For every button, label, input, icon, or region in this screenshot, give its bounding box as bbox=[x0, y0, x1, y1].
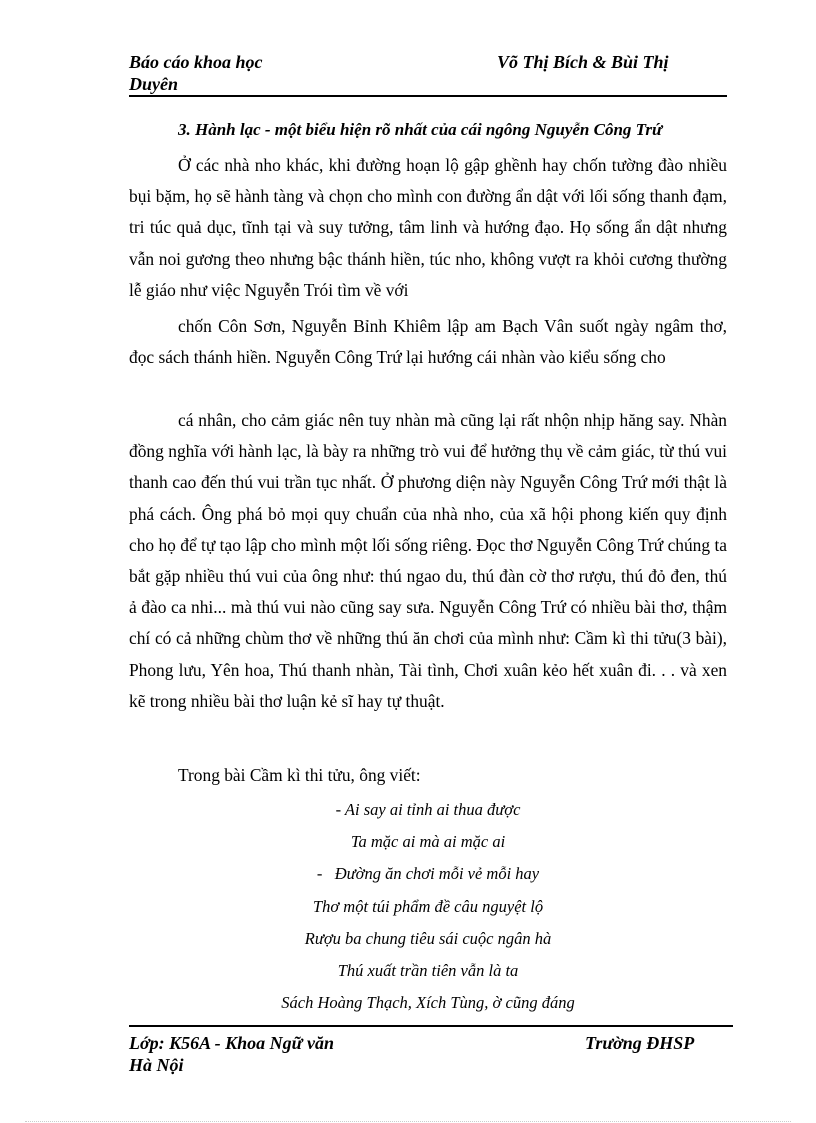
paragraph-3: cá nhân, cho cảm giác nên tuy nhàn mà cũng lại rất nhộn nhịp hăng say. Nhàn đồng nghĩa với hành lạc, là bày ra những trò vui để hưởng thụ về cảm giác, từ thú vui thanh cao đến thú vui trần tục nhất. Ở phương diện này Nguyễn Công Trứ mới thật là phá cách. Ông phá bỏ mọi quy chuẩn của nhà nho, của xã hội phong kiến quy định cho họ để tự tạo lập cho mình một lối sống riêng. Đọc thơ Nguyễn Công Trứ chúng ta bắt gặp nhiều thú vui của ông như: thú ngao du, thú đàn cờ thơ rượu, thú đỏ đen, thú ả đào ca nhi... mà thú vui nào cũng say sưa. Nguyễn Công Trứ có nhiều bài thơ, thậm chí có cả những chùm thơ về những thú ăn chơi của mình như: Cầm kì thi tửu(3 bài), Phong lưu, Yên hoa, Thú thanh nhàn, Tài tình, Chơi xuân kẻo hết xuân đi. . . và xen kẽ trong nhiều bài thơ luận kẻ sĩ hay tự thuật. bbox=[129, 410, 727, 711]
poem-line: Rượu ba chung tiêu sái cuộc ngân hà bbox=[304, 928, 552, 948]
header-rule bbox=[129, 95, 727, 97]
header-right: Võ Thị Bích & Bùi Thị bbox=[497, 52, 669, 72]
footer-left: Lớp: K56A - Khoa Ngữ văn Hà Nội bbox=[129, 1033, 334, 1075]
paragraph-4: Trong bài Cầm kì thi tửu, ông viết: bbox=[178, 765, 421, 785]
header-left-text: Báo cáo khoa học Duyên bbox=[129, 52, 263, 94]
section-heading: 3. Hành lạc - một biểu hiện rõ nhất của cái ngông Nguyễn Công Trứ bbox=[178, 120, 663, 139]
poem-line: Ta mặc ai mà ai mặc ai bbox=[350, 832, 506, 852]
poem-line: Sách Hoàng Thạch, Xích Tùng, ờ cũng đáng bbox=[281, 993, 575, 1013]
page-break-line bbox=[25, 1121, 791, 1122]
header-left bbox=[129, 51, 389, 95]
poem-line: Thú xuất trần tiên vẫn là ta bbox=[337, 961, 519, 981]
poem-line: - Đường ăn chơi mỗi vẻ mỗi hay bbox=[316, 864, 540, 884]
poem-line: - Ai say ai tỉnh ai thua được bbox=[335, 800, 521, 819]
poem-block bbox=[129, 794, 727, 1019]
paragraph-1: Ở các nhà nho khác, khi đường hoạn lộ gập ghềnh hay chốn tường đào nhiều bụi bặm, họ sẽ hành tàng và chọn cho mình con đường ẩn dật với lối sống thanh đạm, tri túc quả dục, tĩnh tại và suy tưởng, tâm linh và hướng đạo. Họ sống ẩn dật nhưng vẫn noi gương theo nhưng bậc thánh hiền, túc nho, không vượt ra khỏi cương thường lễ giáo như việc Nguyễn Trói tìm về với bbox=[129, 155, 727, 300]
footer-rule bbox=[129, 1025, 733, 1027]
footer-right: Trường ĐHSP bbox=[585, 1033, 695, 1053]
paragraph-2: chốn Côn Sơn, Nguyễn Bỉnh Khiêm lập am Bạch Vân suốt ngày ngâm thơ, đọc sách thánh hiền. Nguyễn Công Trứ lại hướng cái nhàn vào kiểu sống cho bbox=[129, 316, 727, 368]
poem-line: Thơ một túi phẩm đề câu nguyệt lộ bbox=[312, 896, 544, 916]
